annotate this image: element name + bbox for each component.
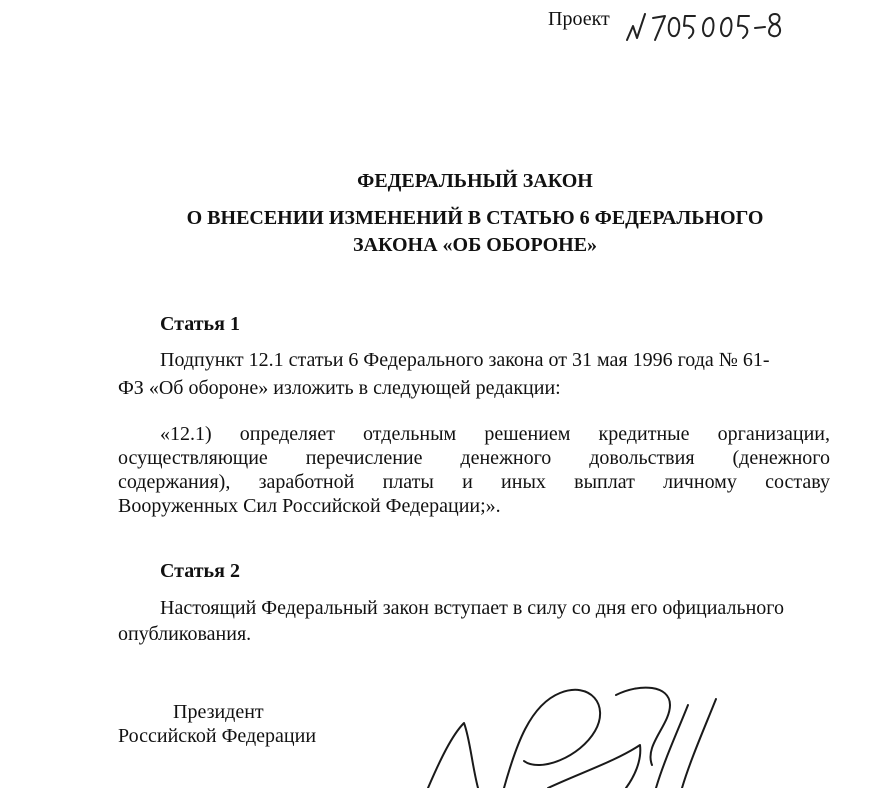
law-subtitle-line1: О ВНЕСЕНИИ ИЗМЕНЕНИЙ В СТАТЬЮ 6 ФЕДЕРАЛЬНОГО (186, 207, 764, 229)
signatory-role-line1: Президент (173, 701, 264, 723)
law-subtitle-line2: ЗАКОНА «ОБ ОБОРОНЕ» (352, 234, 598, 256)
handwritten-signature (420, 665, 740, 788)
signatory-role-line2: Российской Федерации (118, 725, 317, 747)
article-1-paragraph-2-line-1: «12.1) определяет отдельным решением кредитные организации, (160, 423, 830, 445)
article-1-paragraph-2-line-4: Вооруженных Сил Российской Федерации;». (118, 495, 501, 517)
handwritten-project-number (623, 4, 783, 44)
article-2-heading: Статья 2 (160, 560, 240, 582)
article-1-paragraph-1-line-1: Подпункт 12.1 статьи 6 Федерального закона от 31 мая 1996 года № 61- (160, 349, 770, 371)
article-1-heading: Статья 1 (160, 313, 240, 335)
article-1-paragraph-2-line-3: содержания), заработной платы и иных выплат личному составу (118, 471, 830, 493)
article-1-paragraph-1-line-2: ФЗ «Об обороне» изложить в следующей редакции: (118, 377, 561, 399)
article-2-paragraph-line-1: Настоящий Федеральный закон вступает в силу со дня его официального (160, 597, 784, 619)
law-title: ФЕДЕРАЛЬНЫЙ ЗАКОН (357, 170, 593, 192)
article-2-paragraph-line-2: опубликования. (118, 623, 252, 645)
project-label: Проект (548, 8, 610, 30)
article-1-paragraph-2-line-2: осуществляющие перечисление денежного довольствия (денежного (118, 447, 830, 469)
